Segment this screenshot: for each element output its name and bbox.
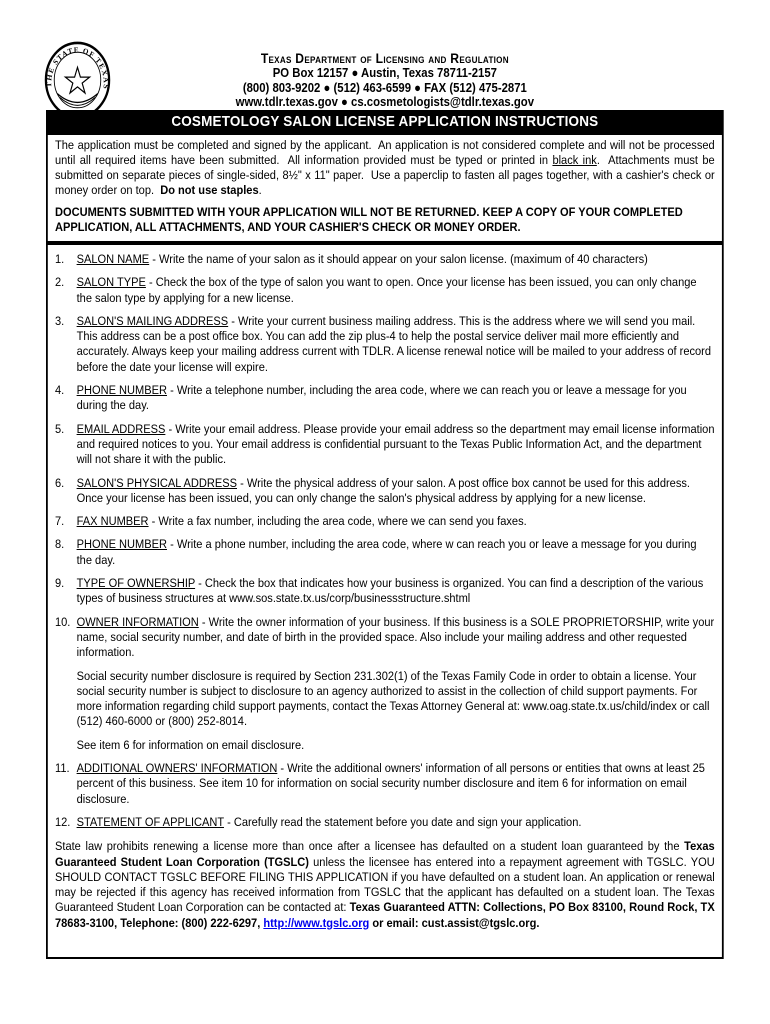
item-label: TYPE OF OWNERSHIP [76, 576, 196, 591]
item-text [77, 537, 715, 568]
instruction-item-6 [55, 476, 715, 507]
item-label: STATEMENT OF APPLICANT [76, 814, 224, 829]
item-body: - Check the box of the type of salon you want to open. Once your license has been issued, you can only change the salon type by applying for a new license. [76, 275, 697, 305]
tgslc-text-segment: unless the licensee has entered into a repayment agreement with TGSLC. YOU SHOULD CONTACT TGSLC BEFORE FILING THIS APPLICATION if you have defaulted on a student loan. An application or renewal may be rejected if this agency has received information from TGSLC that the applicant has defaulted on a student loan. The Texas Guaranteed Student Loan Corporation can be contacted at: [55, 854, 715, 915]
item-text [77, 761, 715, 807]
item-body: - Write the name of your salon as it should appear on your salon license. (maximum of 40 characters) [149, 252, 648, 266]
intro-text-segment: . [258, 183, 262, 197]
item-label: PHONE NUMBER [76, 383, 167, 398]
item-body: - Write a fax number, including the area code, where we can send you faxes. [148, 514, 527, 529]
item-body: - Write a phone number, including the area code, where w can reach you or leave a message for you during the day. [76, 537, 697, 567]
item-text [77, 422, 715, 468]
instruction-item-5 [55, 422, 715, 468]
ssn-disclosure-paragraph: Social security number disclosure is required by Section 231.302(1) of the Texas Family Code in order to obtain a license. Your social security number is subject to disclosure to an agency authorized to assist in the collection of child support payments. For more information regarding child support payments, contact the Texas Attorney General at: www.oag.state.tx.us/child/index or call (512) 460-6000 or (800) 252-8014. [76, 668, 710, 729]
intro-text-segment: . Attachments must be submitted on separate pieces of single-sided, 8½" x 11" paper. Use a paperclip to fasten all pages together, with a cashier's check or money order on top. [55, 153, 718, 197]
tgslc-corporation-bold: Texas Guaranteed Student Loan Corporation (TGSLC) [55, 839, 715, 869]
item-label: EMAIL ADDRESS [76, 421, 166, 436]
tgslc-email-bold: or email: cust.assist@tgslc.org. [369, 915, 540, 930]
item-text [77, 383, 715, 414]
intro-section [46, 133, 724, 243]
instruction-item-4 [55, 383, 715, 414]
item-text [77, 576, 715, 607]
tgslc-contact-bold: Texas Guaranteed ATTN: Collections, PO Box 83100, Round Rock, TX 78683-3100, Telephone: (800) 222-6297, [55, 900, 715, 930]
item-number: 9. [55, 576, 65, 591]
intro-paragraph [55, 138, 718, 198]
item-body: - Write the physical address of your salon. A post office box cannot be used for this address. Once your license has been issued, you can only change the salon's physical address by applying for a new license. [76, 475, 690, 505]
item-body: - Write a telephone number, including the area code, where we can reach you or leave a message for you during the day. [76, 383, 687, 413]
instructions-section [46, 243, 724, 959]
no-staples-bold: Do not use staples [160, 183, 259, 197]
item-body: - Check the box that indicates how your business is organized. You can find a description of the various types of business structures at www.sos.state.tx.us/corp/businessstructure.shtml [76, 576, 704, 606]
document-title: COSMETOLOGY SALON LICENSE APPLICATION INSTRUCTIONS [171, 113, 599, 130]
item-label: ADDITIONAL OWNERS' INFORMATION [76, 761, 278, 776]
letterhead-text [46, 40, 724, 110]
document-title-banner [46, 110, 724, 133]
item-body: - Write your current business mailing address. This is the address where we will send you mail. This address can be a post office box. You can add the zip plus-4 to help the postal service deliver mail more efficiently and accurately. Always keep your mailing address current with TDLR. A license renewal notice will be mailed to your address of record before the date your license will expire. [76, 313, 712, 374]
item-label: SALON'S MAILING ADDRESS [76, 313, 229, 328]
instruction-item-3 [55, 314, 715, 375]
instruction-item-8 [55, 537, 715, 568]
item-number: 3. [55, 313, 65, 328]
item-label: SALON TYPE [76, 275, 146, 290]
item-text [77, 514, 715, 529]
item-text [77, 314, 715, 375]
item-text [77, 275, 715, 306]
item-label: OWNER INFORMATION [76, 614, 199, 629]
email-disclosure-note: See item 6 for information on email disclosure. [76, 737, 305, 752]
instruction-item-10 [55, 615, 715, 753]
item-text [77, 476, 715, 507]
item-number: 5. [55, 421, 65, 436]
instruction-item-7 [55, 514, 715, 529]
item-label: FAX NUMBER [76, 514, 149, 529]
tgslc-student-loan-paragraph [55, 839, 715, 931]
item-text [77, 815, 715, 830]
item-number: 2. [55, 275, 65, 290]
item-body: - Write the owner information of your business. If this business is a SOLE PROPRIETORSHIP, write your name, social security number, and date of birth in the provided space. Also include your mailing address and other requested information. [76, 614, 715, 660]
item-label: PHONE NUMBER [76, 537, 167, 552]
item-number: 7. [55, 514, 65, 529]
item-body: - Write the additional owners' information of all persons or entities that owns at least 25 percent of this business. See item 10 for information on social security number disclosure and item 6 for information on email disclosure. [76, 761, 705, 806]
document-content [46, 40, 724, 959]
tgslc-website-link[interactable]: http://www.tgslc.org [263, 915, 370, 930]
instruction-item-9 [55, 576, 715, 607]
item-number: 12. [55, 814, 71, 829]
agency-name: Texas Department of Licensing and Regulation [260, 51, 509, 66]
documents-not-returned-warning: DOCUMENTS SUBMITTED WITH YOUR APPLICATION WILL NOT BE RETURNED. KEEP A COPY OF YOUR COMPLETED APPLICATION, ALL ATTACHMENTS, AND YOUR CASHIER'S CHECK OR MONEY ORDER. [55, 205, 683, 234]
item-text [77, 252, 715, 267]
item-number: 6. [55, 475, 65, 490]
instruction-item-1 [55, 252, 715, 267]
agency-web-email: www.tdlr.texas.gov ● cs.cosmetologists@tdlr.texas.gov [235, 95, 535, 110]
instruction-item-2 [55, 275, 715, 306]
item-label: SALON'S PHYSICAL ADDRESS [76, 475, 237, 490]
item-text [77, 615, 715, 753]
svg-text:THE STATE OF TEXAS: THE STATE OF TEXAS [44, 45, 111, 91]
agency-phone-fax: (800) 803-9202 ● (512) 463-6599 ● FAX (512) 475-2871 [242, 80, 527, 95]
intro-text-segment: The application must be completed and signed by the applicant. An application is not considered complete and will not be processed until all required items have been submitted. All information provided must be typed or printed in [55, 138, 718, 167]
item-number: 8. [55, 537, 65, 552]
item-number: 1. [55, 252, 65, 266]
item-label: SALON NAME [76, 252, 150, 266]
texas-state-seal-icon [40, 41, 116, 119]
item-body: - Carefully read the statement before you date and sign your application. [223, 814, 582, 829]
item-number: 4. [55, 383, 65, 398]
item-body: - Write your email address. Please provide your email address so the department may email license information and required notices to you. Your email address is confidential pursuant to the Texas Public Information Act, and the department will not share it with the public. [76, 421, 715, 467]
agency-address: PO Box 12157 ● Austin, Texas 78711-2157 [272, 66, 497, 80]
black-ink-underlined: black ink [552, 153, 597, 167]
item-number: 10. [55, 614, 71, 629]
item-body-wrap [77, 615, 715, 661]
instruction-item-12 [55, 815, 715, 830]
tgslc-text-segment: State law prohibits renewing a license more than once after a licensee has defaulted on a student loan guaranteed by the [55, 839, 685, 854]
letterhead [46, 40, 724, 110]
instruction-item-11 [55, 761, 715, 807]
item-number: 11. [55, 761, 70, 776]
